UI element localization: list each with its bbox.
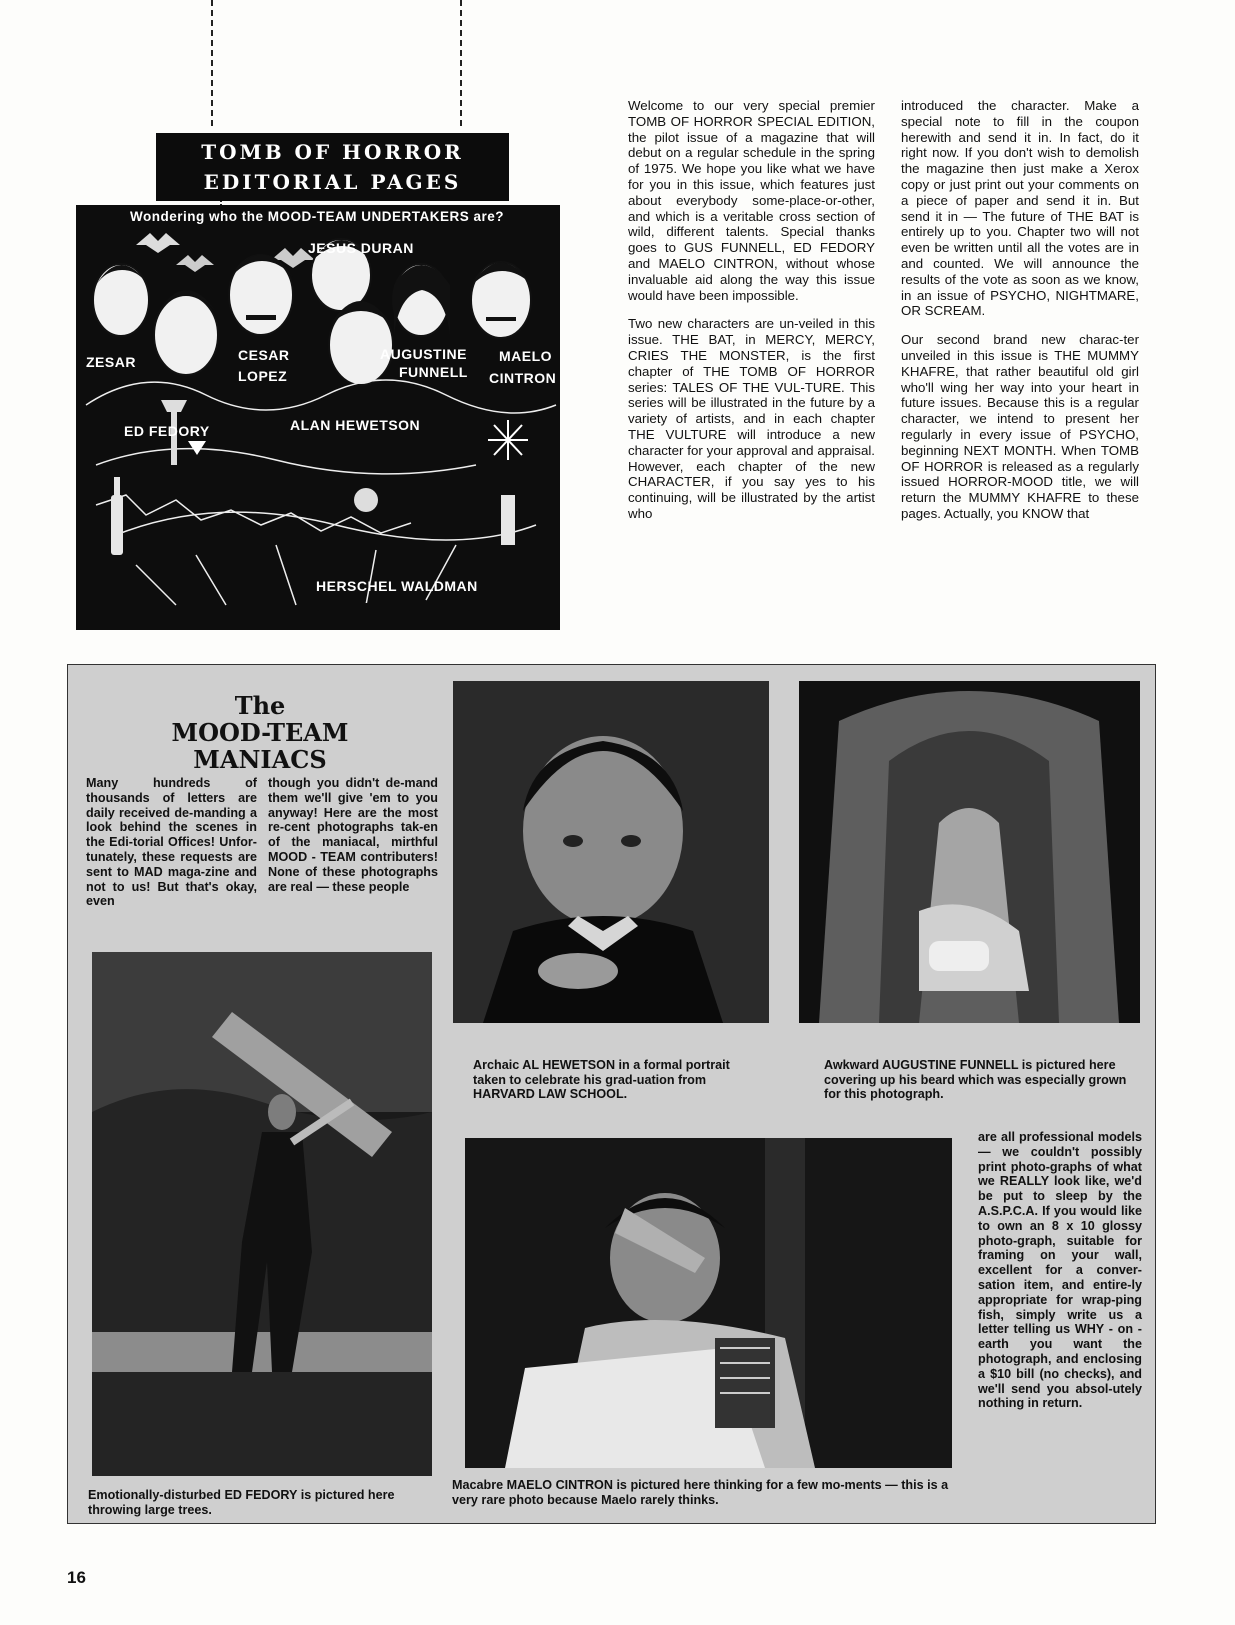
bottle-icon: [111, 495, 123, 555]
caption-funnell: Awkward AUGUSTINE FUNNELL is pictured here covering up his beard which was especially grown for this photograph.: [824, 1058, 1127, 1102]
editorial-paragraph: Our second brand new charac-ter unveiled in this issue is THE MUMMY KHAFRE, that rather beautiful old girl who'll wing her way into your heart in future issues. Because this is a regular character, we intend to present her regularly in every issue of PSYCHO, beginning NEXT MONTH. When TOMB OF HORROR is released as a regularly issued HORROR-MOOD title, we will return the MUMMY KHAFRE to these pages. Actually, you KNOW that: [901, 332, 1139, 521]
maniacs-title: [150, 692, 370, 773]
header-line-1: TOMB OF HORROR: [201, 140, 464, 164]
label-cesar-lopez-2: LOPEZ: [238, 368, 288, 384]
editorial-paragraph: Two new characters are un-veiled in this issue. THE BAT, in MERCY, MERCY, CRIES THE MONSTER, is the first chapter of THE TOMB OF HORROR series: TALES OF THE VUL-TURE. This series will be illustrated in the future by a variety of artists, and in each chapter THE VULTURE will introduce a new character for your approval and appraisal. However, each chapter of the new CHARACTER, if you say yes to his continuing, will be illustrated by the artist who: [628, 316, 875, 521]
maniacs-title-line-1: The: [234, 691, 286, 720]
label-cesar-lopez-1: CESAR: [238, 347, 290, 363]
photo-augustine-funnell: [799, 681, 1140, 1023]
maniacs-title-line-3: MANIACS: [193, 745, 327, 774]
skull-icon: [354, 488, 378, 512]
face-zesar: [93, 264, 149, 336]
candle-icon: [501, 495, 515, 545]
label-herschel-waldman: HERSCHEL WALDMAN: [316, 578, 478, 594]
label-augustine-2: FUNNELL: [399, 364, 468, 380]
mood-team-illustration: [76, 205, 560, 630]
caption-fedory: Emotionally-disturbed ED FEDORY is pictured here throwing large trees.: [88, 1488, 395, 1517]
face-ed-fedory: [154, 295, 218, 375]
photo-al-hewetson: [453, 681, 769, 1023]
editorial-paragraph: introduced the character. Make a special note to fill in the coupon herewith and send it in. In fact, do it right now. If you don't wish to demolish the magazine then just make a Xerox copy or just print out your comments on a piece of paper and send it in. But send it in — The future of THE BAT is entirely up to you. Chapter two will not even be written until all the votes are in and counted. We will announce the results of the vote as soon as we know, in an issue of PSYCHO, NIGHTMARE, OR SCREAM.: [901, 98, 1139, 319]
label-alan-hewetson: ALAN HEWETSON: [290, 417, 421, 433]
maniacs-text-col-2: though you didn't de-mand them we'll give 'em to you anyway! Here are the most re-cent photographs tak-en of the maniacal, mirthful MOOD - TEAM contributers! None of these photographs are real — these people: [268, 776, 438, 894]
caption-hewetson: Archaic AL HEWETSON in a formal portrait taken to celebrate his grad-uation from HARVARD LAW SCHOOL.: [473, 1058, 730, 1102]
header-line-2: EDITORIAL PAGES: [203, 170, 462, 194]
caption-cintron: Macabre MAELO CINTRON is pictured here thinking for a few mo-ments — this is a very rare photo because Maelo rarely thinks.: [452, 1478, 949, 1507]
label-ed-fedory: ED FEDORY: [124, 423, 210, 439]
crop-mark-left: [211, 0, 213, 126]
spark-icon: [488, 420, 528, 460]
label-maelo-2: CINTRON: [489, 370, 557, 386]
label-augustine-1: AUGUSTINE: [380, 346, 467, 362]
page-number: 16: [67, 1568, 86, 1587]
maniacs-text-col-1: Many hundreds of thousands of letters are daily received de-manding a look behind the scenes in the Edi-torial Offices! Unfor-tunately, these requests are sent to MAD maga-zine and not to us! But that's okay, even: [86, 776, 257, 909]
label-zesar: ZESAR: [86, 354, 136, 370]
photo-ed-fedory: [92, 952, 432, 1476]
label-jesus-duran: JESUS DURAN: [308, 240, 414, 256]
editorial-paragraph: Welcome to our very special premier TOMB OF HORROR SPECIAL EDITION, the pilot issue of a magazine that will debut on a regular schedule in the spring of 1975. We hope you like what we have for you in this issue, which features just about everybody some-place-or-other, and which is a veritable cross section of wild, different talents. Special thanks goes to GUS FUNNELL, ED FEDORY and MAELO CINTRON, without whose invaluable aid along the way this issue would have been impossible.: [628, 98, 875, 303]
editorial-column-2: [901, 98, 1139, 535]
team-question: Wondering who the MOOD-TEAM UNDERTAKERS are?: [130, 209, 504, 224]
crop-mark-right: [460, 0, 462, 126]
maniacs-text-col-3: are all professional models — we couldn't possibly print photo-graphs of what we REALLY look like, we'd be put to sleep by the A.S.P.C.A. If you would like to own an 8 x 10 glossy photo-graph, suitable for framing on your wall, excellent for a conver-sation item, and entire-ly appropriate for wrap-ping fish, simply write us a letter telling us WHY - on - earth you want the photograph, and enclosing a $10 bill (no checks), and we'll send you absol-utely nothing in return.: [978, 1130, 1142, 1411]
label-maelo-1: MAELO: [499, 348, 553, 364]
photo-maelo-cintron: [465, 1138, 952, 1468]
maniacs-title-line-2: MOOD-TEAM: [171, 718, 349, 747]
editorial-header: [156, 133, 509, 201]
editorial-column-1: [628, 98, 875, 535]
